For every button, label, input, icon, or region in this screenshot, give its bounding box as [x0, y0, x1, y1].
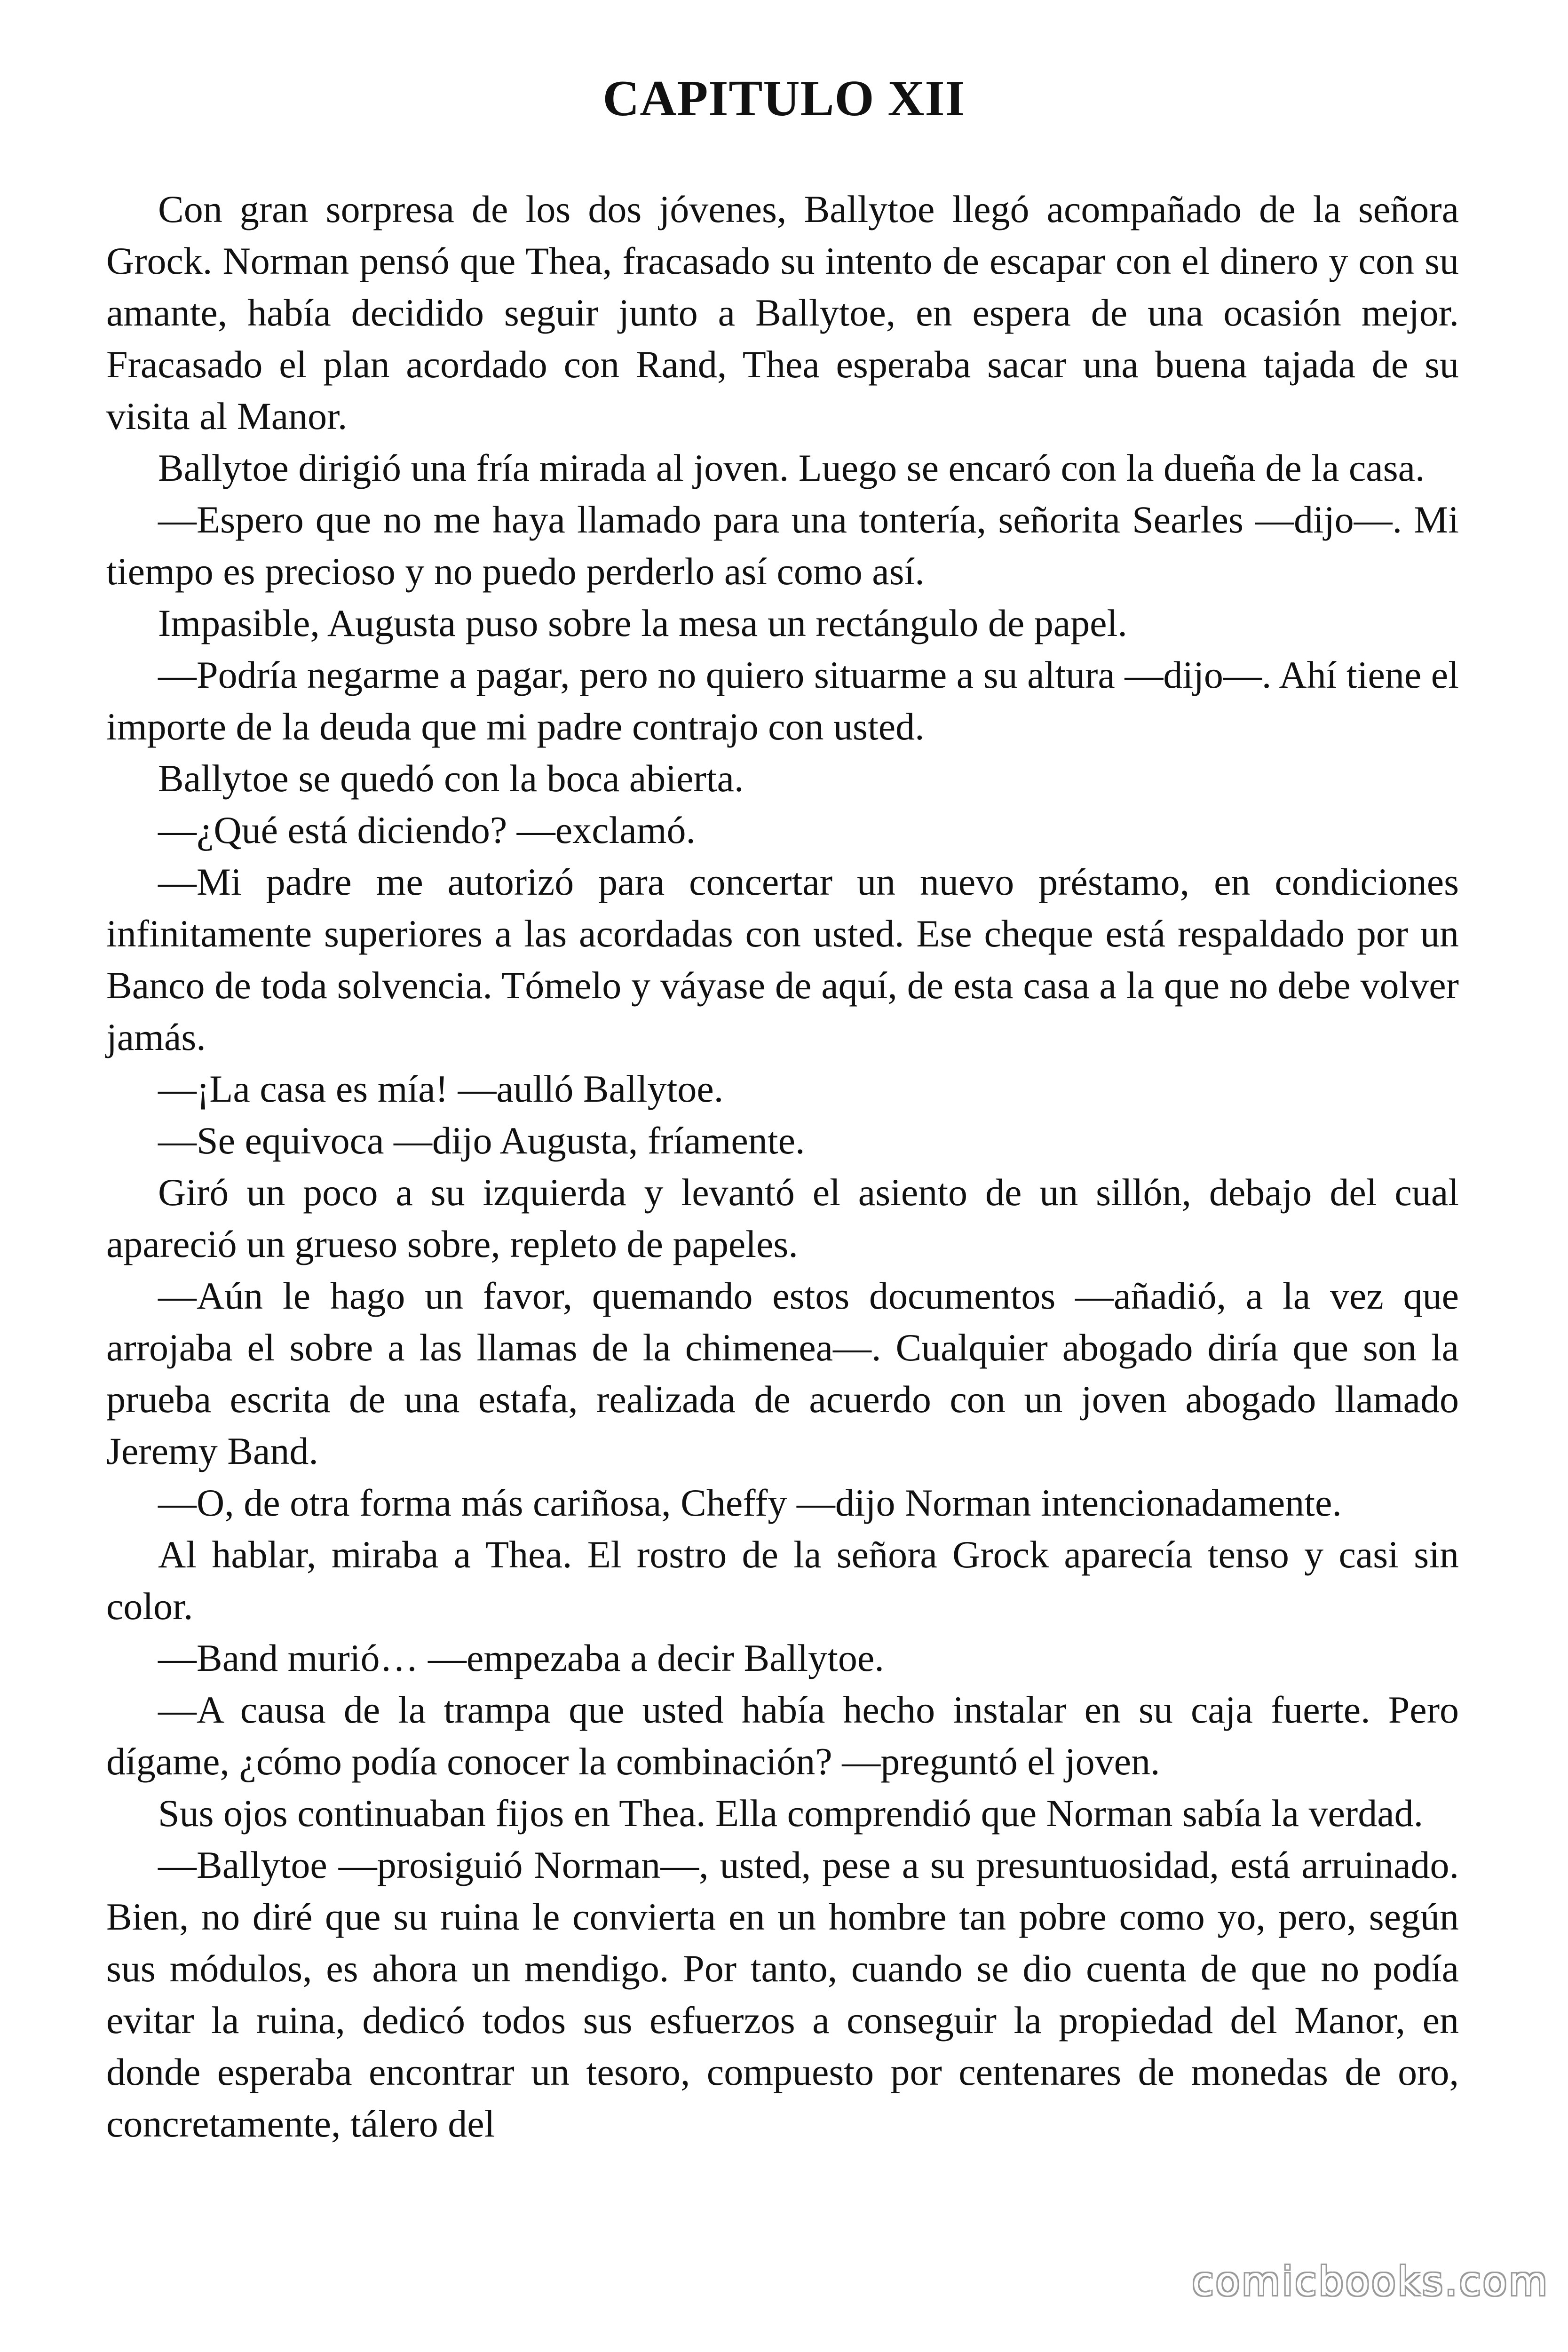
paragraph: Giró un poco a su izquierda y levantó el asiento de un sillón, debajo del cual apareció un grueso sobre, repleto de papeles. [106, 1171, 1459, 1265]
paragraph: —Espero que no me haya llamado para una tontería, señorita Searles —dijo—. Mi tiempo es precioso y no puedo perderlo así como así. [106, 498, 1459, 593]
paragraph: —Aún le hago un favor, quemando estos documentos —añadió, a la vez que arrojaba el sobre a las llamas de la chimenea—. Cualquier abogado diría que son la prueba escrita de una estafa, realizada de acuerdo con un joven abogado llamado Jeremy Band. [106, 1274, 1459, 1472]
paragraph: —¿Qué está diciendo? —exclamó. [158, 809, 696, 851]
chapter-title: CAPITULO XII [602, 71, 966, 127]
paragraph: Ballytoe se quedó con la boca abierta. [158, 757, 744, 800]
paragraph: Sus ojos continuaban fijos en Thea. Ella comprendió que Norman sabía la verdad. [158, 1792, 1424, 1835]
paragraph: Ballytoe dirigió una fría mirada al joven. Luego se encaró con la dueña de la casa. [158, 446, 1425, 489]
paragraph: —A causa de la trampa que usted había hecho instalar en su caja fuerte. Pero dígame, ¿cómo podía conocer la combinación? —preguntó el joven. [106, 1688, 1459, 1783]
paragraph: —Ballytoe —prosiguió Norman—, usted, pese a su presuntuosidad, está arruinado. Bien, no diré que su ruina le convierta en un hombre tan pobre como yo, pero, según sus módulos, es ahora un mendigo. Por tanto, cuando se dio cuenta de que no podía evitar la ruina, dedicó todos sus esfuerzos a conseguir la propiedad del Manor, en donde esperaba encontrar un tesoro, compuesto por centenares de monedas de oro, concretamente, tálero del [106, 1843, 1459, 2145]
paragraph: Impasible, Augusta puso sobre la mesa un rectángulo de papel. [158, 602, 1127, 644]
paragraph: —Band murió… —empezaba a decir Ballytoe. [158, 1637, 884, 1679]
paragraph: —Se equivoca —dijo Augusta, fríamente. [158, 1119, 805, 1162]
paragraph: —Mi padre me autorizó para concertar un nuevo préstamo, en condiciones infinitamente superiores a las acordadas con usted. Ese cheque está respaldado por un Banco de toda solvencia. Tómelo y váyase de aquí, de esta casa a la que no debe volver jamás. [106, 860, 1459, 1058]
paragraph: —¡La casa es mía! —aulló Ballytoe. [158, 1067, 724, 1110]
paragraph: Con gran sorpresa de los dos jóvenes, Ballytoe llegó acompañado de la señora Grock. Norman pensó que Thea, fracasado su intento de escapar con el dinero y con su amante, había decidido seguir junto a Ballytoe, en espera de una ocasión mejor. Fracasado el plan acordado con Rand, Thea esperaba sacar una buena tajada de su visita al Manor. [106, 188, 1459, 437]
chapter-body [106, 183, 1459, 2150]
paragraph: —Podría negarme a pagar, pero no quiero situarme a su altura —dijo—. Ahí tiene el importe de la deuda que mi padre contrajo con usted. [106, 653, 1459, 748]
watermark-logo: comicbooks.com [1192, 2258, 1549, 2304]
paragraph: Al hablar, miraba a Thea. El rostro de la señora Grock aparecía tenso y casi sin color. [106, 1533, 1459, 1628]
paragraph: —O, de otra forma más cariñosa, Cheffy —dijo Norman intencionadamente. [158, 1481, 1342, 1524]
